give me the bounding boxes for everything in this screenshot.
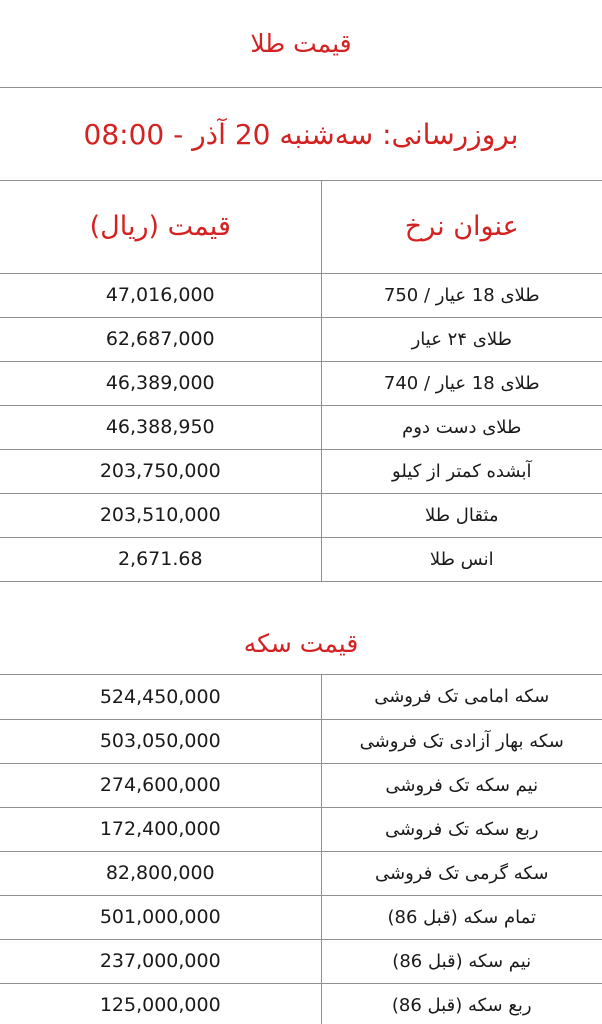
table-row: [0, 851, 602, 895]
coin-name: نیم سکه (قبل 86): [321, 939, 602, 983]
update-time-row: [0, 88, 602, 181]
gold-price-table: [0, 181, 602, 581]
name-column-header: عنوان نرخ: [321, 181, 602, 273]
table-row: [0, 493, 602, 537]
table-row: [0, 895, 602, 939]
coin-name: سکه امامی تک فروشی: [321, 675, 602, 719]
rate-price: 2,671.68: [117, 548, 203, 571]
table-header-row: [0, 181, 602, 273]
coin-price-table: [0, 675, 602, 1024]
table-row: [0, 983, 602, 1024]
table-row: [0, 449, 602, 493]
rate-price: 62,687,000: [0, 317, 321, 361]
table-row: [0, 273, 602, 317]
coin-name: نیم سکه تک فروشی: [321, 763, 602, 807]
coin-name: تمام سکه (قبل 86): [321, 895, 602, 939]
coin-price: 503,050,000: [0, 719, 321, 763]
table-row: [0, 719, 602, 763]
coin-price: 82,800,000: [0, 851, 321, 895]
table-row: [0, 361, 602, 405]
coin-price: 172,400,000: [0, 807, 321, 851]
update-time-text: بروزرسانی: سه‌شنبه 20 آذر - 08:00: [83, 117, 519, 151]
rate-price: 47,016,000: [0, 273, 321, 317]
table-row: [0, 763, 602, 807]
rate-price: 203,750,000: [0, 449, 321, 493]
table-row: [0, 939, 602, 983]
price-column-header: قیمت (ریال): [0, 181, 321, 273]
section-divider: [0, 581, 602, 613]
coin-price-title-row: [0, 613, 602, 675]
coin-price: 237,000,000: [0, 939, 321, 983]
rate-name: انس طلا: [321, 537, 602, 581]
rate-name: مثقال طلا: [321, 493, 602, 537]
rate-price: 46,388,950: [0, 405, 321, 449]
coin-name: سکه بهار آزادی تک فروشی: [321, 719, 602, 763]
rate-name: طلای دست دوم: [321, 405, 602, 449]
table-row: [0, 807, 602, 851]
table-row: [0, 675, 602, 719]
gold-price-title: قیمت طلا: [250, 29, 352, 58]
coin-price: 125,000,000: [0, 983, 321, 1024]
coin-name: ربع سکه (قبل 86): [321, 983, 602, 1024]
table-row: [0, 317, 602, 361]
rate-name: طلای ۲۴ عیار: [321, 317, 602, 361]
coin-price-title: قیمت سکه: [243, 629, 359, 658]
coin-price: 274,600,000: [0, 763, 321, 807]
coin-price: 524,450,000: [0, 675, 321, 719]
coin-name: سکه گرمی تک فروشی: [321, 851, 602, 895]
table-row: [0, 405, 602, 449]
rate-name: آبشده کمتر از کیلو: [321, 449, 602, 493]
rate-price: 46,389,000: [0, 361, 321, 405]
gold-price-title-row: [0, 0, 602, 88]
rate-price: 203,510,000: [0, 493, 321, 537]
rate-name: طلای 18 عیار / 740: [321, 361, 602, 405]
table-row: [0, 537, 602, 581]
coin-name: ربع سکه تک فروشی: [321, 807, 602, 851]
coin-price: 501,000,000: [0, 895, 321, 939]
rate-name: طلای 18 عیار / 750: [321, 273, 602, 317]
